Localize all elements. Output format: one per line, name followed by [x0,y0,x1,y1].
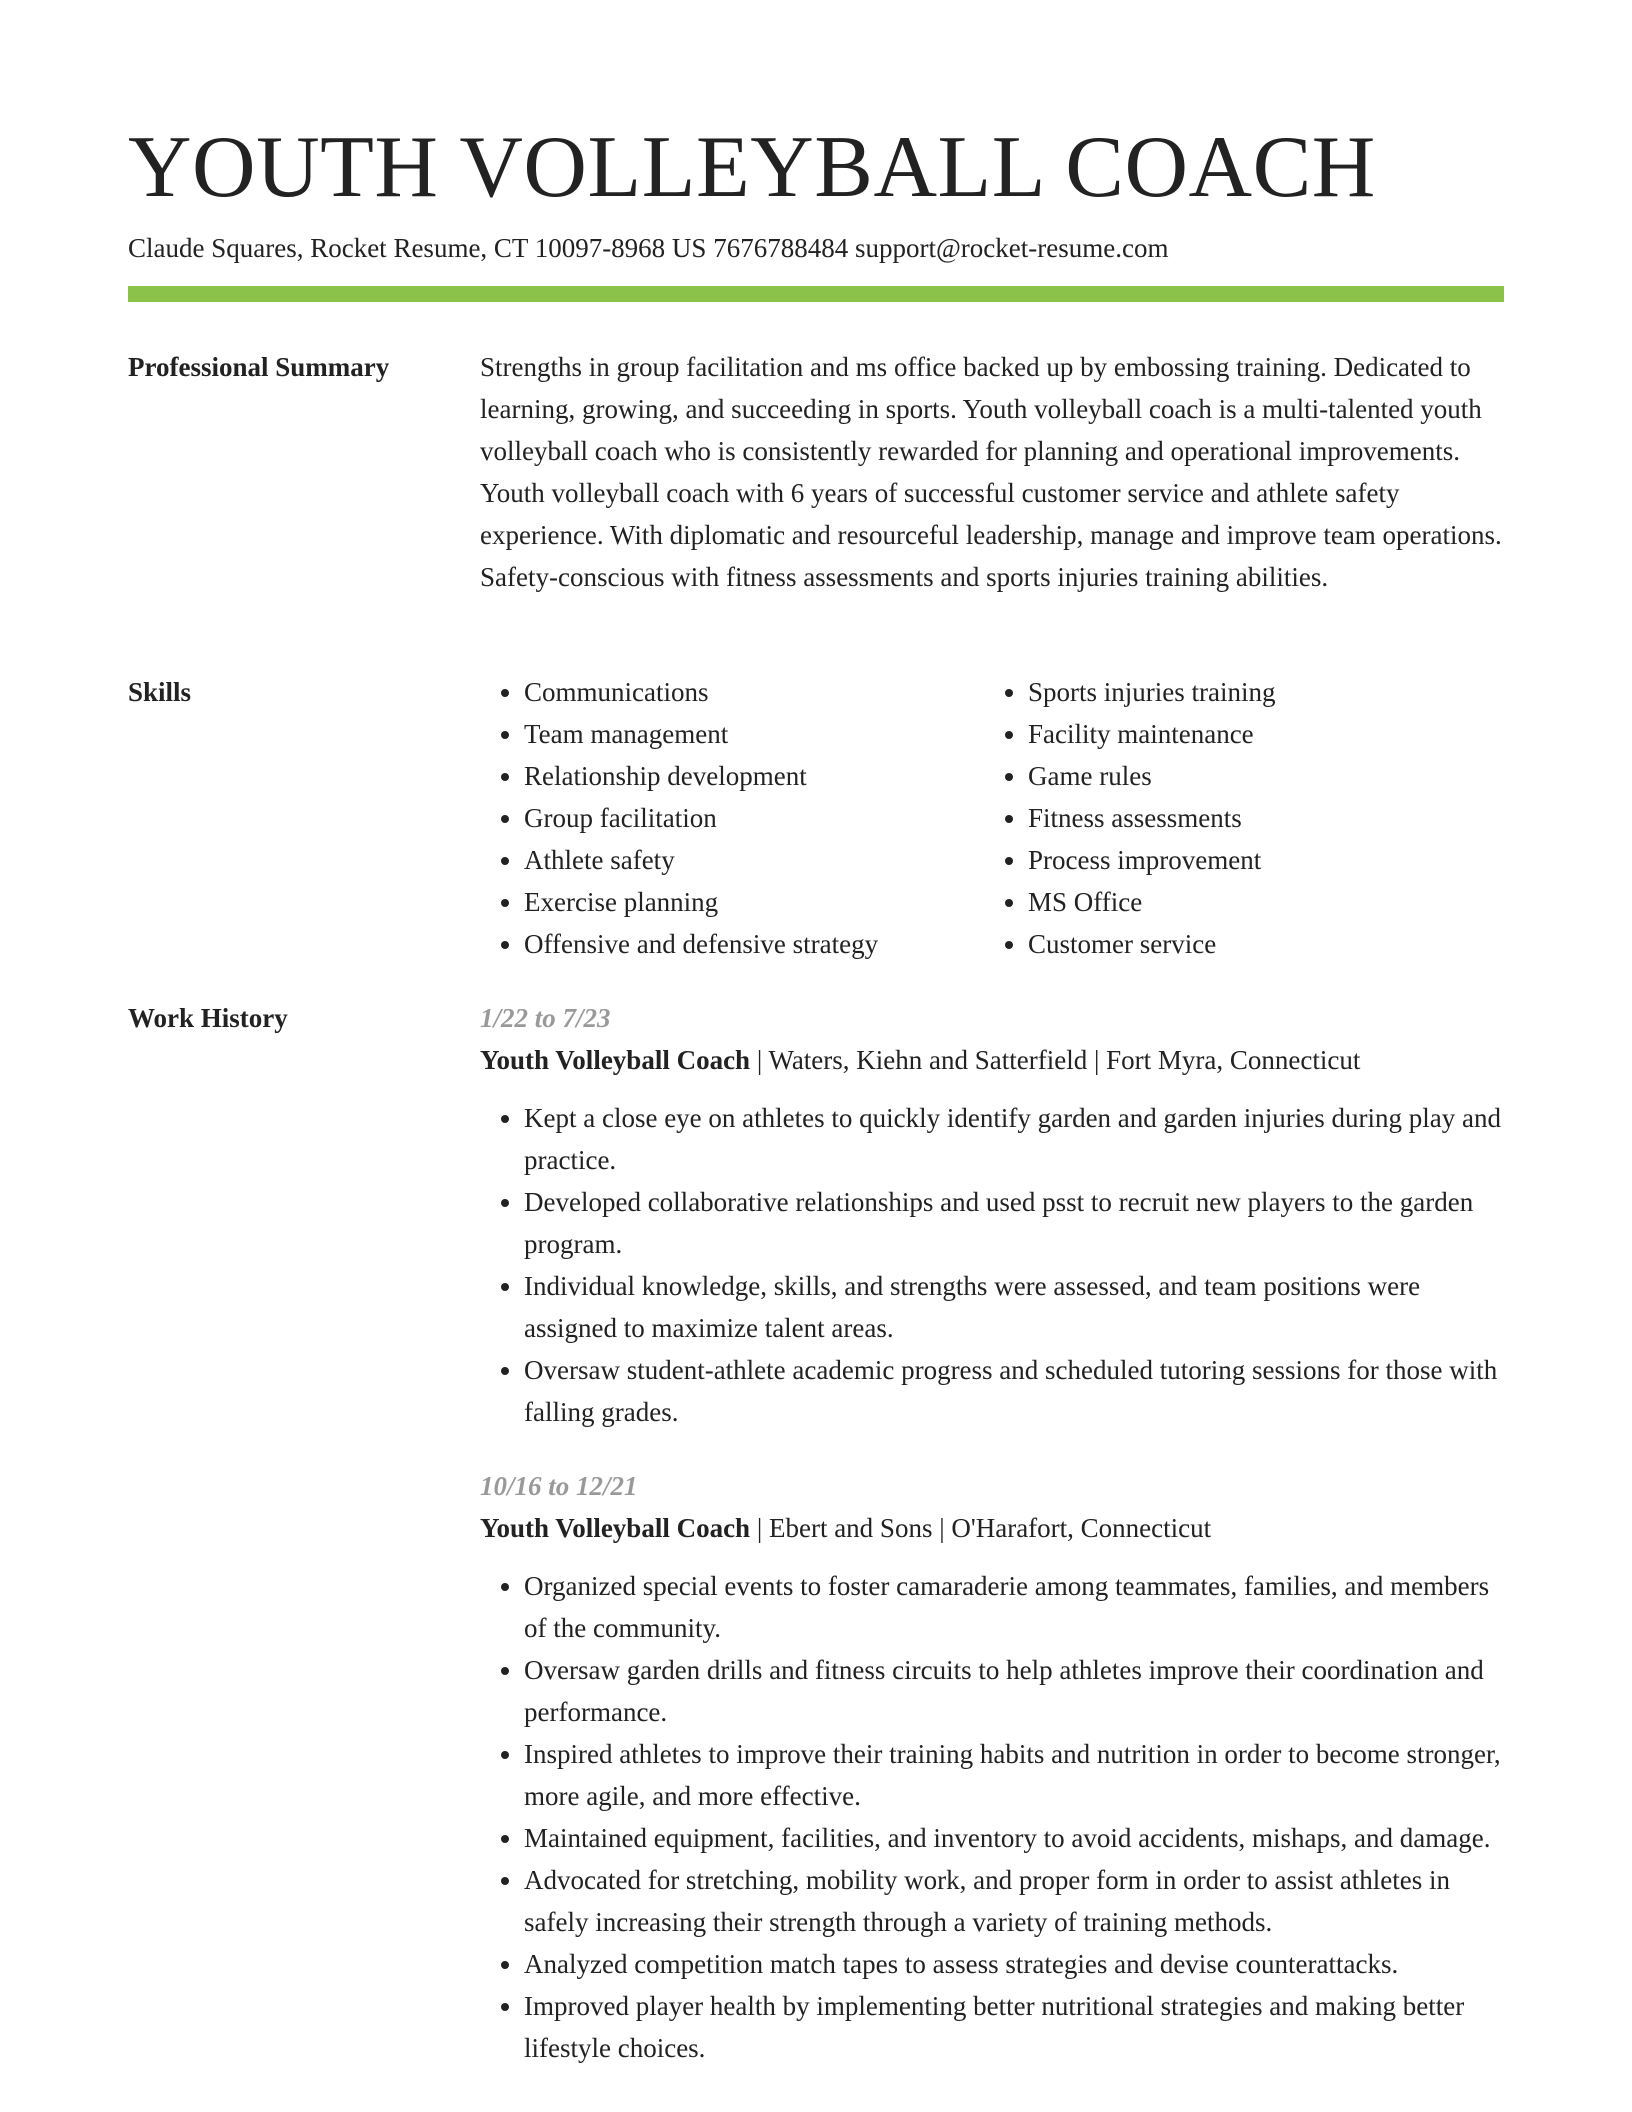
job-entry [480,1465,1504,2069]
job-details: | Waters, Kiehn and Satterfield | Fort Myra, Connecticut [750,1045,1361,1075]
job-bullet: • Advocated for stretching, mobility work, and proper form in order to assist athletes in safely increasing their strength through a variety of training methods. [524,1859,1504,1943]
work-body [480,997,1504,2091]
header-divider [128,286,1504,302]
skill-item: • MS Office [1028,881,1488,923]
summary-heading: Professional Summary [128,352,390,382]
job-entry [480,997,1504,1433]
job-bullet: • Developed collaborative relationships and used psst to recruit new players to the garden program. [524,1181,1504,1265]
skill-item: • Exercise planning [524,881,984,923]
job-dates: 10/16 to 12/21 [480,1471,638,1501]
skill-item: • Relationship development [524,755,984,797]
skill-item: • Team management [524,713,984,755]
job-title: Youth Volleyball Coach [480,1045,751,1075]
summary-body [480,346,1504,598]
skill-item: • Fitness assessments [1028,797,1488,839]
job-heading [480,1507,1504,1549]
resume-name: YOUTH VOLLEYBALL COACH [128,119,1376,216]
job-bullets [480,1097,1504,1433]
job-bullet: • Improved player health by implementing better nutritional strategies and making better lifestyle choices. [524,1985,1504,2069]
skills-heading: Skills [128,677,192,707]
job-bullet: • Organized special events to foster camaraderie among teammates, families, and members of the community. [524,1565,1504,1649]
skill-item: • Offensive and defensive strategy [524,923,984,965]
skill-item: • Athlete safety [524,839,984,881]
job-bullet: • Oversaw student-athlete academic progress and scheduled tutoring sessions for those with falling grades. [524,1349,1504,1433]
skills-list-right [984,671,1488,965]
skills-body [480,671,1504,965]
skill-item: • Communications [524,671,984,713]
job-bullet: • Maintained equipment, facilities, and inventory to avoid accidents, mishaps, and damage. [524,1817,1504,1859]
skill-item: • Process improvement [1028,839,1488,881]
skill-item: • Sports injuries training [1028,671,1488,713]
job-details: | Ebert and Sons | O'Harafort, Connecticut [750,1513,1212,1543]
job-bullet: • Inspired athletes to improve their training habits and nutrition in order to become stronger, more agile, and more effective. [524,1733,1504,1817]
contact-line: Claude Squares, Rocket Resume, CT 10097-8968 US 7676788484 support@rocket-resume.com [128,233,1169,263]
job-bullet: • Kept a close eye on athletes to quickly identify garden and garden injuries during play and practice. [524,1097,1504,1181]
work-heading: Work History [128,1003,288,1033]
job-bullet: • Oversaw garden drills and fitness circuits to help athletes improve their coordination and performance. [524,1649,1504,1733]
job-title: Youth Volleyball Coach [480,1513,751,1543]
summary-text: Strengths in group facilitation and ms office backed up by embossing training. Dedicated to learning, growing, and succeeding in sports. Youth volleyball coach is a multi-talented youth volleyball coach who is consistently rewarded for planning and operational improvements. Youth volleyball coach with 6 years of successful customer service and athlete safety experience. With diplomatic and resourceful leadership, manage and improve team operations. Safety-conscious with fitness assessments and sports injuries training abilities. [480,352,1502,592]
skill-item: • Facility maintenance [1028,713,1488,755]
skills-list-left [480,671,984,965]
skill-item: • Customer service [1028,923,1488,965]
job-heading [480,1039,1504,1081]
skill-item: • Game rules [1028,755,1488,797]
job-bullets [480,1565,1504,2069]
job-bullet: • Individual knowledge, skills, and strengths were assessed, and team positions were assigned to maximize talent areas. [524,1265,1504,1349]
job-bullet: • Analyzed competition match tapes to assess strategies and devise counterattacks. [524,1943,1504,1985]
skill-item: • Group facilitation [524,797,984,839]
job-dates: 1/22 to 7/23 [480,1003,611,1033]
